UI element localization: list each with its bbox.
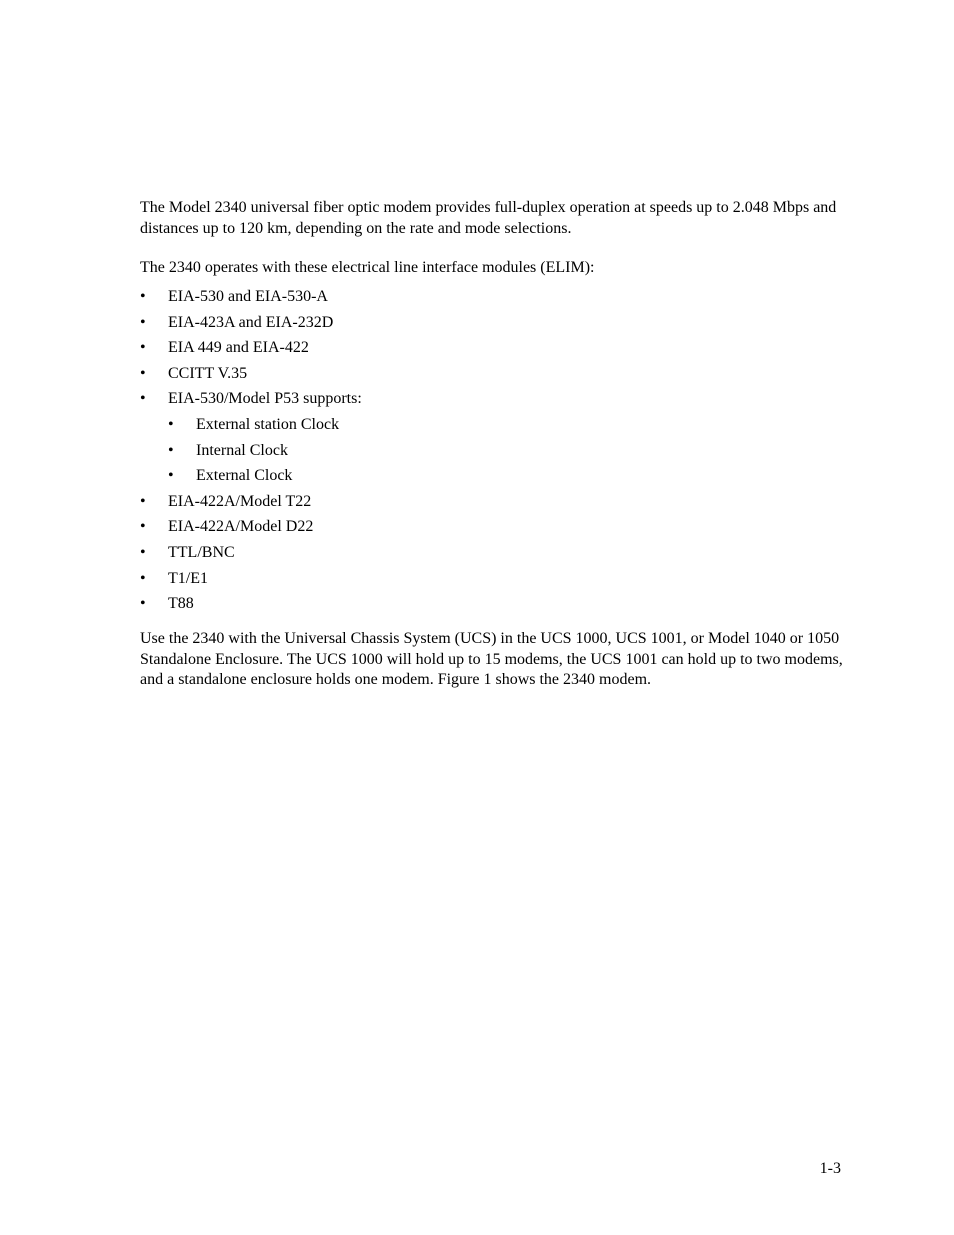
bullet-icon: • xyxy=(168,467,174,485)
bullet-icon: • xyxy=(168,415,174,433)
sub-list-item xyxy=(140,415,845,441)
list-item xyxy=(140,338,845,364)
list-item-text: Internal Clock xyxy=(196,441,288,459)
elim-bullet-list xyxy=(140,287,845,620)
usage-paragraph: Use the 2340 with the Universal Chassis System (UCS) in the UCS 1000, UCS 1001, or Model 1040 or 1050 Standalone Enclosure. The UCS 1000 will hold up to 15 modems, the UCS 1001 can hold up to two modems, and a standalone enclosure holds one modem. Figure 1 shows the 2340 modem. xyxy=(140,630,843,688)
list-item xyxy=(140,287,845,313)
bullet-icon: • xyxy=(140,390,146,408)
list-item xyxy=(140,389,845,415)
list-item-text: EIA-422A/Model T22 xyxy=(168,492,312,510)
list-item-text: External station Clock xyxy=(196,415,340,433)
list-item-text: T88 xyxy=(168,595,194,613)
bullet-icon: • xyxy=(168,441,174,459)
list-item xyxy=(140,492,845,518)
bullet-icon: • xyxy=(140,595,146,613)
bullet-icon: • xyxy=(140,364,146,382)
intro-paragraph: The Model 2340 universal fiber optic modem provides full-duplex operation at speeds up to 2.048 Mbps and distances up to 120 km, depending on the rate and mode selections. xyxy=(140,199,837,237)
bullet-icon: • xyxy=(140,492,146,510)
list-item xyxy=(140,313,845,339)
list-item-text: EIA-530/Model P53 supports: xyxy=(168,390,362,408)
list-item-text: EIA-530 and EIA-530-A xyxy=(168,288,328,305)
list-item-text: External Clock xyxy=(196,467,293,485)
list-item-text: EIA-423A and EIA-232D xyxy=(168,313,334,331)
list-item xyxy=(140,543,845,569)
list-item xyxy=(140,364,845,390)
list-item-text: EIA-422A/Model D22 xyxy=(168,518,314,536)
bullet-icon: • xyxy=(140,288,146,305)
list-item-text: EIA 449 and EIA-422 xyxy=(168,339,309,357)
list-item-text: CCITT V.35 xyxy=(168,364,248,382)
sub-list-item xyxy=(140,466,845,492)
list-item xyxy=(140,594,845,620)
list-item xyxy=(140,569,845,595)
page-number: 1-3 xyxy=(819,1160,841,1177)
list-item-text: T1/E1 xyxy=(168,569,208,587)
bullet-icon: • xyxy=(140,569,146,587)
elim-intro-paragraph: The 2340 operates with these electrical line interface modules (ELIM): xyxy=(140,259,595,276)
bullet-icon: • xyxy=(140,518,146,536)
bullet-icon: • xyxy=(140,313,146,331)
bullet-icon: • xyxy=(140,339,146,357)
sub-list-item xyxy=(140,441,845,467)
list-item-text: TTL/BNC xyxy=(168,543,235,561)
bullet-icon: • xyxy=(140,543,146,561)
list-item xyxy=(140,517,845,543)
